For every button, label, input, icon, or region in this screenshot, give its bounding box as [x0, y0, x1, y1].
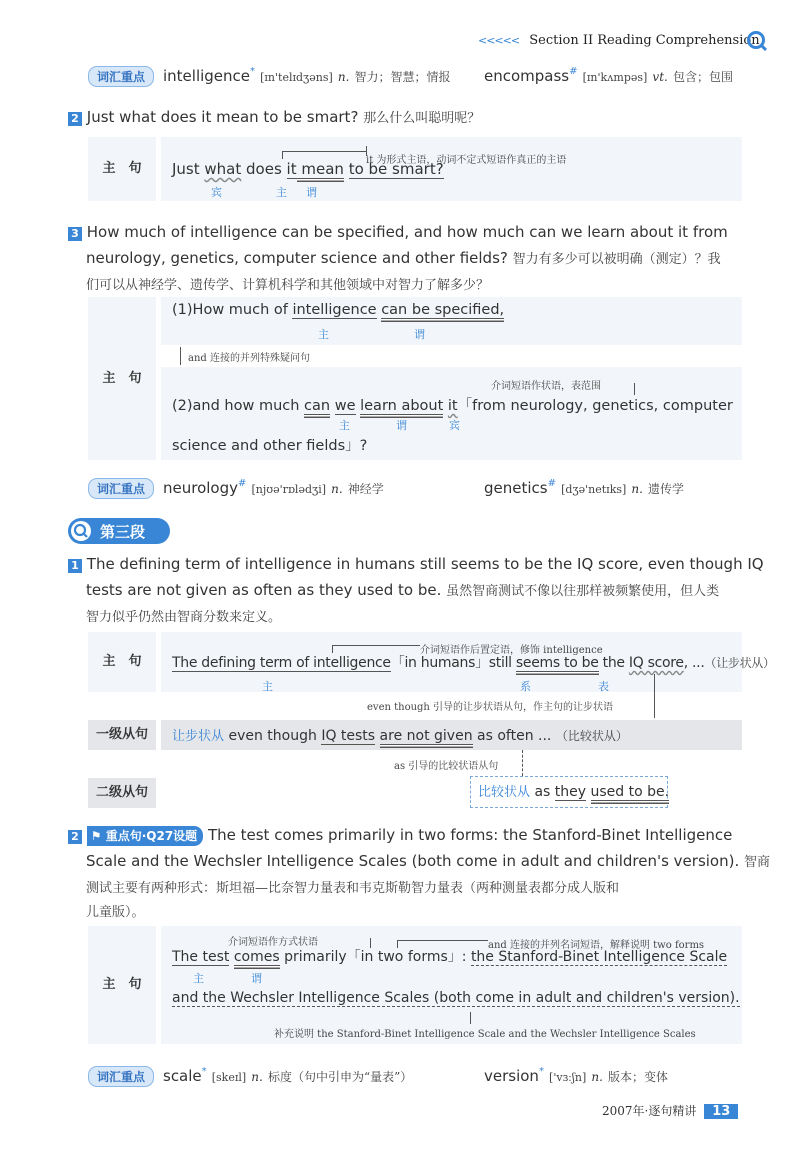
sentence-en: neurology, genetics, — [86, 249, 239, 267]
text: Just — [172, 160, 205, 178]
vocab-pos: n. — [331, 482, 343, 496]
predicative: IQ score — [628, 655, 684, 671]
link-verb: seems to be — [515, 655, 599, 671]
vocab-pos: n. — [631, 482, 643, 496]
sentence-en: The defining term of intelligence in humans still seems to be the IQ score, even though IQ — [86, 555, 764, 573]
subject: IQ tests — [321, 728, 376, 744]
clause-type: 比较状从 — [478, 785, 531, 800]
vocab-pos: n. — [251, 1070, 263, 1084]
level-1-clause-text — [172, 725, 628, 744]
label-main-clause: 主 句 — [88, 632, 156, 692]
annotation-note: and 连接的并列名词短语，解释说明 two forms — [488, 940, 705, 951]
vocab-meaning: 包含；包围 — [672, 70, 733, 84]
sentence-number: 1 — [68, 559, 82, 573]
vocab-meaning: 遗传学 — [648, 482, 685, 496]
vocab-pron: [njʊə'rɒlədʒi] — [251, 483, 327, 496]
role-label: 主 — [318, 328, 329, 341]
text: , ... — [683, 655, 705, 671]
vocab-word: encompass — [484, 67, 570, 85]
level-2-clause-text — [478, 781, 669, 800]
text: as often ... — [472, 728, 556, 744]
vocab-row-1 — [88, 66, 154, 87]
sentence-cn: 虽然智商测试不像以往那样被频繁使用，但人类 — [446, 584, 720, 599]
search-icon — [70, 520, 92, 542]
role-label: 谓 — [306, 186, 317, 199]
paragraph-title: 第三段 — [100, 523, 146, 541]
predicate: used to be. — [590, 784, 670, 800]
vocab-word: neurology — [163, 479, 238, 497]
tag-label: 重点句·Q27设题 — [105, 829, 198, 843]
paragraph-heading — [68, 518, 170, 544]
sentence-cn: 智力有多少可以被明确（测定）？我 — [512, 252, 721, 267]
text: does — [241, 160, 287, 178]
p3-sentence-2 — [68, 822, 771, 924]
clause-1 — [172, 302, 504, 318]
main-clause-text — [172, 160, 444, 178]
subject: they — [554, 784, 587, 800]
text: 「from neurology, genetics, computer — [457, 398, 733, 414]
sentence-cn: 智力似乎仍然由智商分数来定义。 — [86, 610, 282, 625]
p3-sentence-1 — [68, 551, 764, 631]
sentence-number: 2 — [68, 830, 82, 844]
sentence-cn: 们可以从神经学、遗传学、计算机科学和其他领域中对智力了解多少？ — [86, 278, 490, 293]
predicate: mean — [296, 160, 344, 178]
annotation-note: it 为形式主语，动词不定式短语作真正的主语 — [366, 155, 567, 166]
annotation-note: 介词短语作状语，表范围 — [491, 381, 601, 392]
subject: it — [286, 160, 297, 178]
text: (1)How much of — [172, 302, 293, 318]
role-label: 谓 — [414, 328, 425, 341]
vocab-entry: encompass# [ɪn'kʌmpəs] vt. 包含；包围 — [484, 66, 733, 85]
vocab-tag: 词汇重点 — [88, 66, 154, 87]
sentence-cn: 智商 — [744, 855, 771, 870]
vocab-word: intelligence — [163, 67, 251, 85]
role-label: 主 — [339, 419, 350, 432]
vocab-entry: scale* [skeɪl] n. 标度（句中引申为“量表”） — [163, 1066, 413, 1085]
sentence-en: ). — [728, 852, 745, 870]
key-sentence-tag: ⚑ 重点句·Q27设题 — [87, 826, 203, 846]
object: what — [204, 160, 242, 178]
sentence-cn: 儿童版）。 — [86, 905, 145, 920]
clause-type: 让步状从 — [172, 729, 225, 744]
vocab-word: scale — [163, 1067, 202, 1085]
label-level-2-clause: 二级从句 — [88, 778, 156, 808]
main-clause-text — [172, 652, 775, 672]
annotation-note: even though 引导的让步状语从句，作主句的让步状语 — [367, 702, 614, 713]
page-number: 13 — [704, 1104, 738, 1119]
vocab-pron: ['vɜːʃn] — [549, 1071, 587, 1084]
label-main-clause: 主 句 — [88, 137, 156, 201]
annotation-note: as 引导的比较状语从句 — [394, 761, 499, 772]
appositive-cont: and the Wechsler Intelligence Scales (both come in adult and children's version). — [172, 990, 740, 1006]
sentence-2 — [68, 104, 480, 132]
main-clause-text — [172, 946, 727, 966]
vocab-tag: 词汇重点 — [88, 478, 154, 499]
subject: The test — [172, 949, 230, 965]
vocab-pron: [dʒə'netɪks] — [561, 483, 627, 496]
role-label: 主 — [193, 972, 204, 985]
annotation-note: 介词短语作方式状语 — [228, 937, 318, 948]
sentence-cn: 测试主要有两种形式：斯坦福—比奈智力量表和韦克斯勒智力量表（两种测量表都分成人版和 — [86, 881, 620, 896]
section-title: Section II Reading Comprehension — [529, 33, 760, 48]
footer-text: 2007年·逐句精讲 — [602, 1104, 697, 1118]
text: as — [530, 784, 555, 800]
vocab-word: version — [484, 1067, 539, 1085]
annotation-note: and 连接的并列特殊疑问句 — [188, 353, 310, 364]
role-label: 主 — [276, 186, 287, 199]
sentence-en: Just what does it mean to be smart? — [86, 108, 359, 126]
annotation-note: 补充说明 the Stanford-Binet Intelligence Scale and the Wechsler Intelligence Scales — [274, 1029, 696, 1040]
role-label: 主 — [262, 680, 273, 693]
sentence-number: 3 — [68, 227, 82, 241]
vocab-meaning: 神经学 — [347, 482, 384, 496]
vocab-pron: [skeɪl] — [211, 1071, 247, 1084]
vocab-row-2 — [88, 478, 154, 499]
header-arrows: <<<<< — [478, 34, 520, 47]
text: even though — [224, 728, 322, 744]
vocab-tag: 词汇重点 — [88, 1066, 154, 1087]
vocab-pron: [ɪn'kʌmpəs] — [582, 71, 648, 84]
text: 「in humans」still — [390, 655, 516, 671]
vocab-entry: neurology# [njʊə'rɒlədʒi] n. 神经学 — [163, 478, 384, 497]
label-main-clause: 主 句 — [88, 297, 156, 460]
appositive: the Stanford-Binet Intelligence Scale — [470, 949, 728, 965]
subject: intelligence — [292, 302, 377, 318]
text — [586, 784, 590, 800]
sentence-en: tests are not given as often as they used to be. — [86, 581, 447, 599]
real-subject: to be smart? — [348, 160, 444, 178]
sentence-3 — [68, 219, 748, 299]
vocab-entry: genetics# [dʒə'netɪks] n. 遗传学 — [484, 478, 685, 497]
search-icon — [746, 30, 768, 52]
role-label: 宾 — [211, 186, 222, 199]
annotation-note: 介词短语作后置定语，修饰 intelligence — [420, 645, 603, 656]
sentence-en: and the Wechsler Intelligence Scales (both come in adult and children's — [126, 852, 674, 870]
label-main-clause: 主 句 — [88, 926, 156, 1044]
sentence-en: version — [673, 852, 729, 870]
page-header — [478, 33, 760, 48]
clause-2-cont: science and other fields」? — [172, 438, 368, 454]
text — [344, 160, 349, 178]
vocab-meaning: 版本；变体 — [607, 1070, 668, 1084]
vocab-meaning: 智力；智慧；情报 — [354, 70, 451, 84]
predicate: are not given — [379, 728, 473, 744]
text — [375, 728, 379, 744]
vocab-entry: intelligence* [ɪn'telɪdʒəns] n. 智力；智慧；情报 — [163, 66, 451, 85]
vocab-pos: n. — [337, 70, 350, 84]
role-label: 谓 — [396, 419, 407, 432]
predicate: can be specified, — [381, 302, 505, 318]
predicate: comes — [233, 949, 280, 965]
text: primarily「in two forms」: — [279, 949, 471, 965]
label-level-1-clause: 一级从句 — [88, 720, 156, 750]
subject: we — [334, 398, 356, 414]
vocab-pos: vt. — [652, 70, 668, 84]
clause-type: （让步状从） — [704, 656, 775, 670]
clause-type: （比较状从） — [555, 729, 628, 743]
predicate: can — [304, 398, 331, 414]
role-label: 系 — [520, 680, 531, 693]
subject: The defining term of intelligence — [172, 655, 391, 671]
role-label: 表 — [598, 680, 609, 693]
object: it — [447, 398, 458, 414]
sentence-en: How much of intelligence can be specified, and how much can we learn about it from — [86, 223, 728, 241]
vocab-meaning: 标度（句中引申为“量表”） — [267, 1070, 413, 1084]
vocab-row-3 — [88, 1066, 154, 1087]
sentence-en: The test comes primarily in two forms: the Stanford-Binet Intelligence — [207, 826, 733, 844]
vocab-pos: n. — [591, 1070, 603, 1084]
sentence-number: 2 — [68, 112, 82, 126]
role-label: 谓 — [251, 972, 262, 985]
text: (2)and how much — [172, 398, 305, 414]
vocab-word: genetics — [484, 479, 548, 497]
predicate: learn about — [360, 398, 444, 414]
vocab-pron: [ɪn'telɪdʒəns] — [260, 71, 333, 84]
page-footer — [602, 1102, 738, 1119]
sentence-en: computer science and other fields? — [238, 249, 513, 267]
text: the — [598, 655, 629, 671]
clause-2 — [172, 394, 733, 415]
vocab-entry: version* ['vɜːʃn] n. 版本；变体 — [484, 1066, 668, 1085]
role-label: 宾 — [449, 419, 460, 432]
sentence-cn: 那么什么叫聪明呢？ — [363, 111, 481, 126]
sentence-en: Scale — [86, 852, 127, 870]
